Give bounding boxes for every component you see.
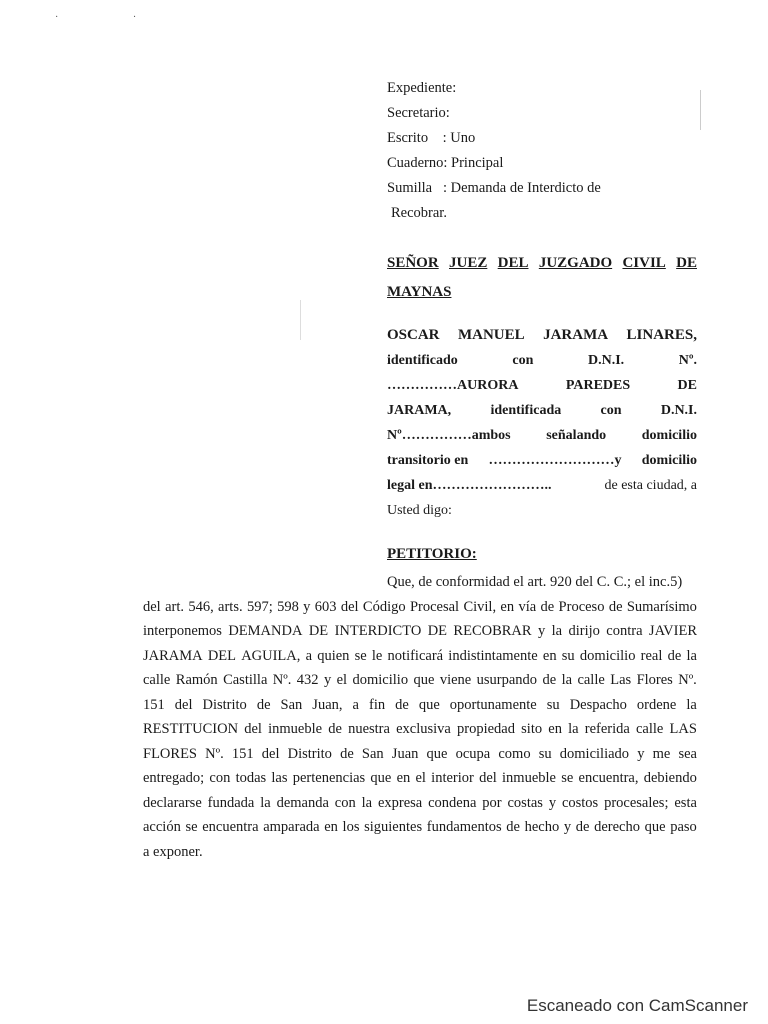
body-word: domicilio (579, 647, 636, 664)
parties-word: identificada (490, 403, 562, 418)
body-word: se (561, 770, 574, 786)
secretario-line: Secretario: (387, 105, 450, 121)
body-word: domicilio (352, 672, 409, 688)
body-word: Nº. (678, 672, 697, 688)
body-word: usurpando (476, 672, 538, 688)
body-word: por (482, 794, 502, 811)
body-word: oportunamente (449, 696, 537, 713)
body-word: que (644, 819, 666, 835)
body-word: interponemos (143, 623, 222, 639)
body-word: propiedad (457, 721, 515, 737)
parties-word: MANUEL (457, 327, 525, 343)
body-word: de (608, 598, 623, 615)
body-word: INTERDICTO (334, 623, 422, 639)
body-word: en (324, 819, 338, 835)
parties-line (387, 323, 697, 348)
body-word: la (568, 721, 579, 737)
addressee-word: SEÑOR (387, 255, 439, 271)
body-word: art. (165, 598, 184, 615)
body-word: su (546, 696, 560, 713)
escrito-value: : Uno (442, 130, 476, 146)
parties-word: D.N.I. (587, 353, 625, 368)
scan-specks: · · (55, 12, 173, 23)
parties-word: JARAMA, (387, 403, 452, 418)
petitorio-body (143, 570, 697, 864)
parties-block (387, 323, 697, 523)
body-word: referida (584, 721, 630, 737)
sumilla-continuation: Recobrar. (391, 205, 447, 221)
body-line (143, 668, 697, 693)
body-word: sito (521, 721, 543, 737)
body-word: que (370, 770, 392, 786)
parties-word: ……………AURORA (387, 378, 519, 393)
body-word: arts. (218, 598, 243, 615)
body-word: encuentra, (578, 770, 639, 786)
body-word: en (500, 598, 515, 615)
body-word: 432 (296, 672, 319, 688)
body-word: expresa (377, 794, 423, 811)
body-word: Distrito (202, 696, 247, 713)
body-word: del (479, 770, 497, 786)
body-word: derecho (594, 819, 640, 835)
body-word: su (561, 647, 575, 664)
body-word: notificará (387, 647, 444, 664)
body-word: 151 (231, 745, 254, 762)
parties-word: Usted digo: (387, 503, 452, 518)
body-word: ocupa (455, 745, 491, 762)
parties-word: ………………………y (488, 453, 622, 468)
body-line (143, 742, 697, 767)
body-word: que (418, 696, 440, 713)
addressee-word: DE (676, 255, 697, 271)
body-word: paso (670, 819, 697, 835)
body-word: y (303, 598, 311, 615)
body-word: fundada (207, 794, 255, 811)
addressee-word: DEL (497, 255, 529, 271)
body-word: a (352, 696, 359, 713)
body-word: declararse (143, 794, 202, 811)
body-word: RESTITUCION (143, 721, 239, 737)
body-word: DE (427, 623, 448, 639)
body-word: indistintamente (448, 647, 538, 664)
parties-word: OSCAR (387, 327, 440, 343)
sumilla-line (387, 176, 707, 201)
body-word: RECOBRAR (453, 623, 532, 639)
body-word: le (371, 647, 383, 664)
body-line (143, 644, 697, 669)
parties-word: domicilio (641, 453, 697, 468)
parties-word: con (600, 403, 622, 418)
body-word: en (542, 647, 557, 664)
body-word: como (498, 745, 531, 762)
body-word: procesales; (604, 794, 669, 811)
body-word: la (686, 647, 697, 664)
parties-word: domicilio (641, 428, 697, 443)
body-word: JARAMA (143, 647, 203, 664)
body-word: 151 (143, 696, 165, 713)
body-word: Ramón (175, 672, 218, 688)
body-word: de (328, 721, 342, 737)
addressee-heading (387, 249, 697, 307)
body-word: calle (143, 672, 171, 688)
body-word: inmueble (502, 770, 556, 786)
body-word: 546, (188, 598, 214, 615)
parties-word: señalando (546, 428, 607, 443)
body-word: debiendo (643, 770, 697, 786)
body-line: Que, de conformidad el art. 920 del C. C.; el inc.5) (387, 574, 683, 590)
body-word: interior (431, 770, 474, 786)
body-word: Flores (636, 672, 673, 688)
body-word: la (561, 672, 573, 688)
body-word: sea (678, 745, 697, 762)
body-word: del (143, 598, 161, 615)
body-word: del (244, 721, 262, 737)
body-word: San (361, 745, 384, 762)
camscanner-watermark: Escaneado con CamScanner (526, 996, 748, 1015)
body-word: en (548, 721, 562, 737)
body-word: el (336, 672, 348, 688)
body-word: todas (235, 770, 267, 786)
body-word: Nº. (272, 672, 292, 688)
body-line (143, 815, 697, 840)
body-word: Nº. (205, 745, 224, 762)
addressee-word: CIVIL (622, 255, 666, 271)
body-line (143, 717, 697, 742)
body-word: Proceso (558, 598, 605, 615)
parties-line (387, 498, 697, 523)
body-line (143, 693, 697, 718)
body-word: los (342, 819, 360, 835)
body-word: inmueble (268, 721, 323, 737)
body-word: nuestra (348, 721, 390, 737)
sumilla-value: : Demanda de Interdicto de (443, 180, 601, 196)
body-word: DE (308, 623, 329, 639)
body-word: del (174, 696, 193, 713)
parties-line (387, 373, 697, 398)
escrito-label: Escrito (387, 130, 429, 146)
escrito-line (387, 126, 707, 151)
body-line (143, 619, 697, 644)
body-line: a exponer. (143, 843, 203, 860)
body-word: Castilla (223, 672, 268, 688)
body-word: se (185, 819, 198, 835)
body-word: del (261, 745, 280, 762)
parties-line (387, 348, 697, 373)
body-word: amparada (263, 819, 320, 835)
body-word: y (323, 672, 332, 688)
addressee-word: JUZGADO (538, 255, 613, 271)
body-word: pertenencias (292, 770, 366, 786)
body-word: FLORES (143, 745, 197, 762)
parties-word: Nº. (678, 353, 697, 368)
body-word: AGUILA, (241, 647, 301, 664)
expediente-line: Expediente: (387, 80, 457, 96)
cuaderno-line: Cuaderno: Principal (387, 155, 504, 171)
body-word: la (361, 794, 373, 811)
body-word: Despacho (569, 696, 627, 713)
body-word: la (686, 696, 697, 713)
body-word: demanda (276, 794, 329, 811)
body-word: condena (428, 794, 477, 811)
body-word: de (395, 696, 409, 713)
parties-word: JARAMA (543, 327, 609, 343)
body-word: 598 (277, 598, 299, 615)
parties-line (387, 473, 697, 498)
body-word: fin (368, 696, 386, 713)
body-word: encuentra (202, 819, 259, 835)
sumilla-label: Sumilla (387, 180, 433, 196)
body-word: fundamentos (426, 819, 502, 835)
body-word: 603 (314, 598, 337, 615)
parties-word: Nº……………ambos (387, 428, 511, 443)
body-word: hecho (524, 819, 560, 835)
body-word: DEMANDA (228, 623, 303, 639)
parties-word: de esta ciudad, a (604, 478, 697, 493)
body-word: siguientes (364, 819, 423, 835)
body-word: del (340, 598, 359, 615)
body-word: calle (635, 721, 664, 737)
body-word: que (413, 672, 435, 688)
body-word: costos (561, 794, 599, 811)
body-word: de (542, 672, 557, 688)
parties-line (387, 448, 697, 473)
body-word: calle (577, 672, 605, 688)
body-word: su (538, 745, 552, 762)
parties-line (387, 423, 697, 448)
body-word: JAVIER (648, 623, 697, 639)
body-word: quien (317, 647, 350, 664)
parties-word: LINARES, (626, 327, 697, 343)
body-word: Civil, (463, 598, 497, 615)
body-word: y (563, 819, 572, 835)
body-word: con (334, 794, 356, 811)
body-word: entregado; (143, 770, 205, 786)
body-word: 597; (246, 598, 273, 615)
parties-word: D.N.I. (660, 403, 697, 418)
body-word: la (260, 794, 271, 811)
body-word: y (548, 794, 557, 811)
body-word: Código (362, 598, 406, 615)
body-word: viene (439, 672, 472, 688)
body-word: de (506, 819, 520, 835)
body-word: costas (507, 794, 543, 811)
body-line (143, 595, 697, 620)
body-word: de (540, 598, 555, 615)
addressee-word: JUEZ (449, 255, 488, 271)
body-word: ordene (636, 696, 677, 713)
body-word: de (256, 696, 271, 713)
parties-word: PAREDES (565, 378, 631, 393)
body-word: Distrito (287, 745, 332, 762)
body-word: me (652, 745, 671, 762)
body-word: Sumarísimo (626, 598, 697, 615)
parties-word: legal en…………………….. (387, 478, 552, 493)
body-word: que (426, 745, 448, 762)
parties-line (387, 398, 697, 423)
body-word: contra (606, 623, 643, 639)
body-word: y (637, 745, 645, 762)
body-word: con (209, 770, 231, 786)
body-word: de (575, 819, 590, 835)
body-word: Las (610, 672, 632, 688)
addressee-line-1 (387, 249, 697, 278)
body-word: Procesal (409, 598, 460, 615)
body-word: vía (518, 598, 537, 615)
body-word: domiciliado (559, 745, 630, 762)
body-line (143, 791, 697, 816)
body-word: San (280, 696, 303, 713)
body-word: a (305, 647, 313, 664)
body-word: esta (674, 794, 697, 811)
parties-word: identificado (387, 353, 458, 368)
body-word: de (667, 647, 682, 664)
parties-word: con (512, 353, 534, 368)
parties-word: DE (677, 378, 697, 393)
body-word: dirijo (568, 623, 600, 639)
body-word: Juan, (312, 696, 343, 713)
scan-artifact (300, 300, 301, 340)
body-word: las (271, 770, 288, 786)
body-word: el (415, 770, 426, 786)
body-word: LAS (669, 721, 697, 737)
body-word: Juan (391, 745, 419, 762)
body-word: acción (143, 819, 181, 835)
body-word: la (551, 623, 563, 639)
body-word: y (537, 623, 546, 639)
body-word: de (340, 745, 354, 762)
petitorio-title: PETITORIO: (387, 546, 477, 562)
body-word: en (396, 770, 411, 786)
body-line (143, 766, 697, 791)
body-word: real (640, 647, 663, 664)
addressee-line-2: MAYNAS (387, 284, 452, 300)
case-header (387, 76, 707, 226)
body-word: DEL (207, 647, 236, 664)
parties-word: transitorio en (387, 453, 469, 468)
body-word: se (354, 647, 367, 664)
body-word: exclusiva (396, 721, 451, 737)
